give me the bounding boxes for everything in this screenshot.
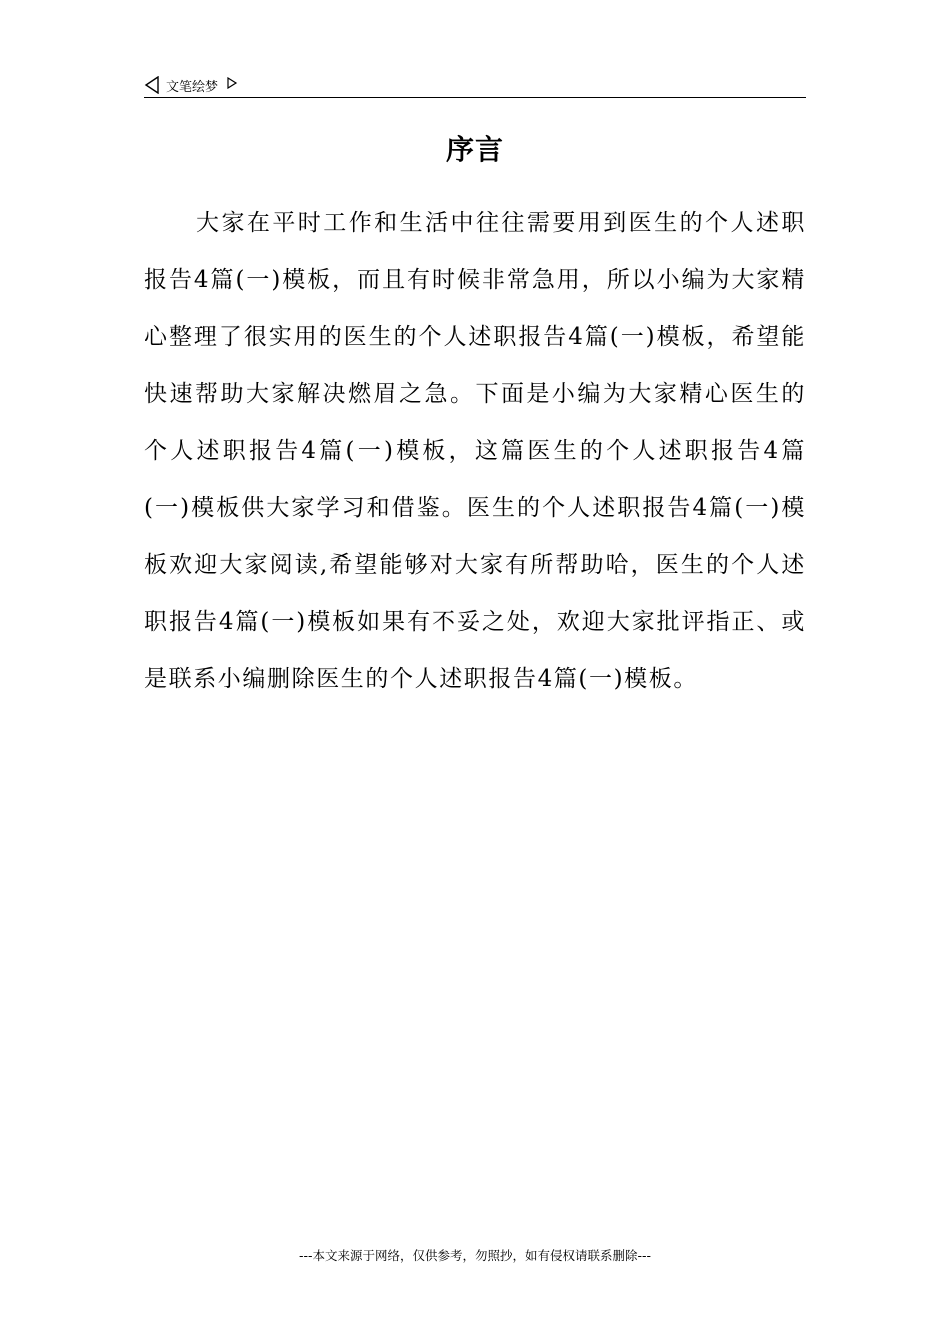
document-title: 序言 — [445, 133, 504, 166]
footer-notice: ---本文来源于网络，仅供参考，勿照抄，如有侵权请联系删除--- — [298, 1248, 652, 1263]
header-divider — [144, 97, 806, 98]
document-paragraph: 大家在平时工作和生活中往往需要用到医生的个人述职报告4篇(一)模板，而且有时候非常急用，所以小编为大家精心整理了很实用的医生的个人述职报告4篇(一)模板，希望能快速帮助大家解决燃眉之急。下面是小编为大家精心医生的个人述职报告4篇(一)模板，这篇医生的个人述职报告4篇(一)模板供大家学习和借鉴。医生的个人述职报告4篇(一)模板欢迎大家阅读,希望能够对大家有所帮助哈，医生的个人述职报告4篇(一)模板如果有不妥之处，欢迎大家批评指正、或是联系小编删除医生的个人述职报告4篇(一)模板。 — [144, 210, 806, 692]
page-header — [144, 72, 806, 98]
header-brand: 文笔绘梦 — [166, 79, 219, 95]
triangle-left-icon — [144, 76, 160, 94]
triangle-right-icon — [226, 77, 238, 89]
